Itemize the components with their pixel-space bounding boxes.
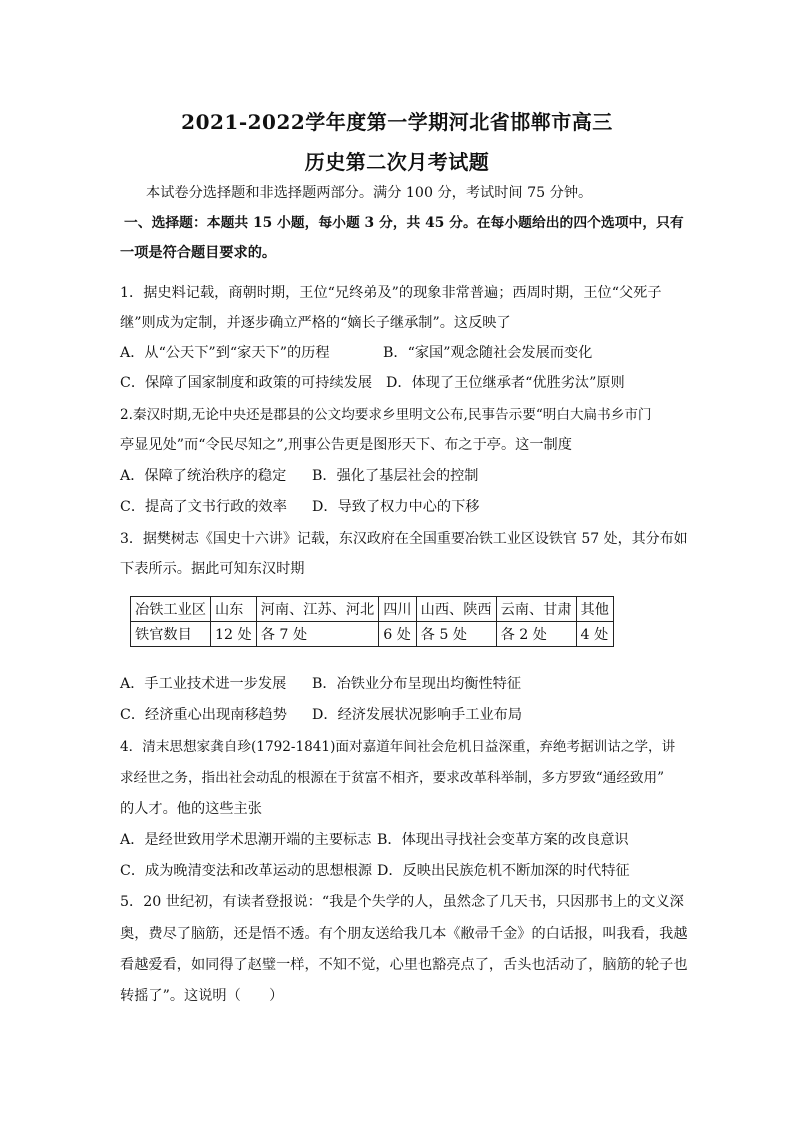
question-5-text: 5．20 世纪初，有读者登报说：“我是个失学的人，虽然念了几天书，只因那书上的文义深	[120, 894, 684, 910]
question-2-text: 2.秦汉时期,无论中央还是郡县的公文均要求乡里明文公布,民事告示要“明白大扁书乡市门	[120, 407, 652, 423]
table-header-cell: 冶铁工业区	[131, 597, 211, 622]
question-4-option-c: C．成为晚清变法和改革运动的思想根源	[120, 863, 373, 879]
exam-title: 2021-2022学年度第一学期河北省邯郸市高三	[181, 110, 613, 134]
exam-subtitle: 历史第二次月考试题	[304, 150, 490, 174]
table-header-cell: 山东	[210, 597, 256, 622]
section-heading: 一、选择题：本题共 15 小题，每小题 3 分，共 45 分。在每小题给出的四个选项中，只有	[124, 215, 684, 231]
question-1-option-a: A．从“公天下”到“家天下”的历程	[120, 345, 330, 361]
question-4-option-a: A．是经世致用学术思潮开端的主要标志	[120, 832, 372, 848]
question-3-option-b: B．冶铁业分布呈现出均衡性特征	[312, 676, 522, 692]
table-header-cell: 河南、江苏、河北	[256, 597, 379, 622]
table-cell: 铁官数目	[131, 622, 211, 647]
question-2-text-cont: 亭显见处”而“令民尽知之”,刑事公告更是图形天下、布之于亭。这一制度	[120, 437, 572, 453]
iron-office-table	[130, 596, 614, 647]
question-4-text-end: 的人才。他的这些主张	[120, 801, 262, 817]
table-cell: 各 7 处	[256, 622, 379, 647]
question-1-text-cont: 继”则成为定制，并逐步确立严格的“嫡长子继承制”。这反映了	[120, 315, 511, 331]
question-2-option-c: C．提高了文书行政的效率	[120, 499, 287, 515]
question-2-option-d: D．导致了权力中心的下移	[312, 499, 480, 515]
table-header-cell: 云南、甘肃	[496, 597, 576, 622]
table-header-cell: 四川	[379, 597, 416, 622]
table-cell: 4 处	[576, 622, 613, 647]
question-1-option-b: B．“家国”观念随社会发展而变化	[383, 345, 593, 361]
question-2-option-a: A．保障了统治秩序的稳定	[120, 468, 287, 484]
question-3-text-cont: 下表所示。据此可知东汉时期	[120, 561, 305, 577]
table-cell: 各 2 处	[496, 622, 576, 647]
question-4-option-d: D．反映出民族危机不断加深的时代特征	[377, 863, 630, 879]
table-row	[131, 622, 614, 647]
exam-instructions: 本试卷分选择题和非选择题两部分。满分 100 分，考试时间 75 分钟。	[146, 185, 593, 201]
question-5-text-cont: 奥，费尽了脑筋，还是悟不透。有个朋友送给我几本《敝帚千金》的白话报，叫我看，我越	[120, 926, 688, 942]
table-cell: 12 处	[210, 622, 256, 647]
question-4-option-b: B．体现出寻找社会变革方案的改良意识	[377, 832, 629, 848]
table-row	[131, 597, 614, 622]
table-header-cell: 其他	[576, 597, 613, 622]
section-heading-cont: 一项是符合题目要求的。	[120, 245, 277, 261]
question-3-option-d: D．经济发展状况影响手工业布局	[312, 707, 523, 723]
question-3-option-a: A．手工业技术进一步发展	[120, 676, 287, 692]
question-4-text: 4．清末思想家龚自珍(1792-1841)面对嘉道年间社会危机日益深重，弃绝考据训诂之学，讲	[120, 739, 676, 755]
question-1-text: 1．据史料记载，商朝时期，王位“兄终弟及”的现象非常普遍；西周时期，王位“父死子	[120, 285, 662, 301]
question-1-option-c: C．保障了国家制度和政策的可持续发展	[120, 375, 373, 391]
table-cell: 6 处	[379, 622, 416, 647]
table-cell: 各 5 处	[416, 622, 496, 647]
question-4-text-cont: 求经世之务，指出社会动乱的根源在于贫富不相齐，要求改革科举制，多方罗致“通经致用”	[120, 770, 665, 786]
question-5-text-cont2: 看越爱看，如同得了赵璧一样，不知不觉，心里也豁亮点了，舌头也活动了，脑筋的轮子也	[120, 957, 688, 973]
question-2-option-b: B．强化了基层社会的控制	[312, 468, 479, 484]
question-1-option-d: D．体现了王位继承者“优胜劣汰”原则	[386, 375, 625, 391]
question-3-text: 3．据樊树志《国史十六讲》记载，东汉政府在全国重要冶铁工业区设铁官 57 处，其分布如	[120, 531, 688, 547]
question-3-option-c: C．经济重心出现南移趋势	[120, 707, 287, 723]
table-header-cell: 山西、陕西	[416, 597, 496, 622]
question-5-text-end: 转摇了”。这说明（ ）	[120, 988, 284, 1004]
